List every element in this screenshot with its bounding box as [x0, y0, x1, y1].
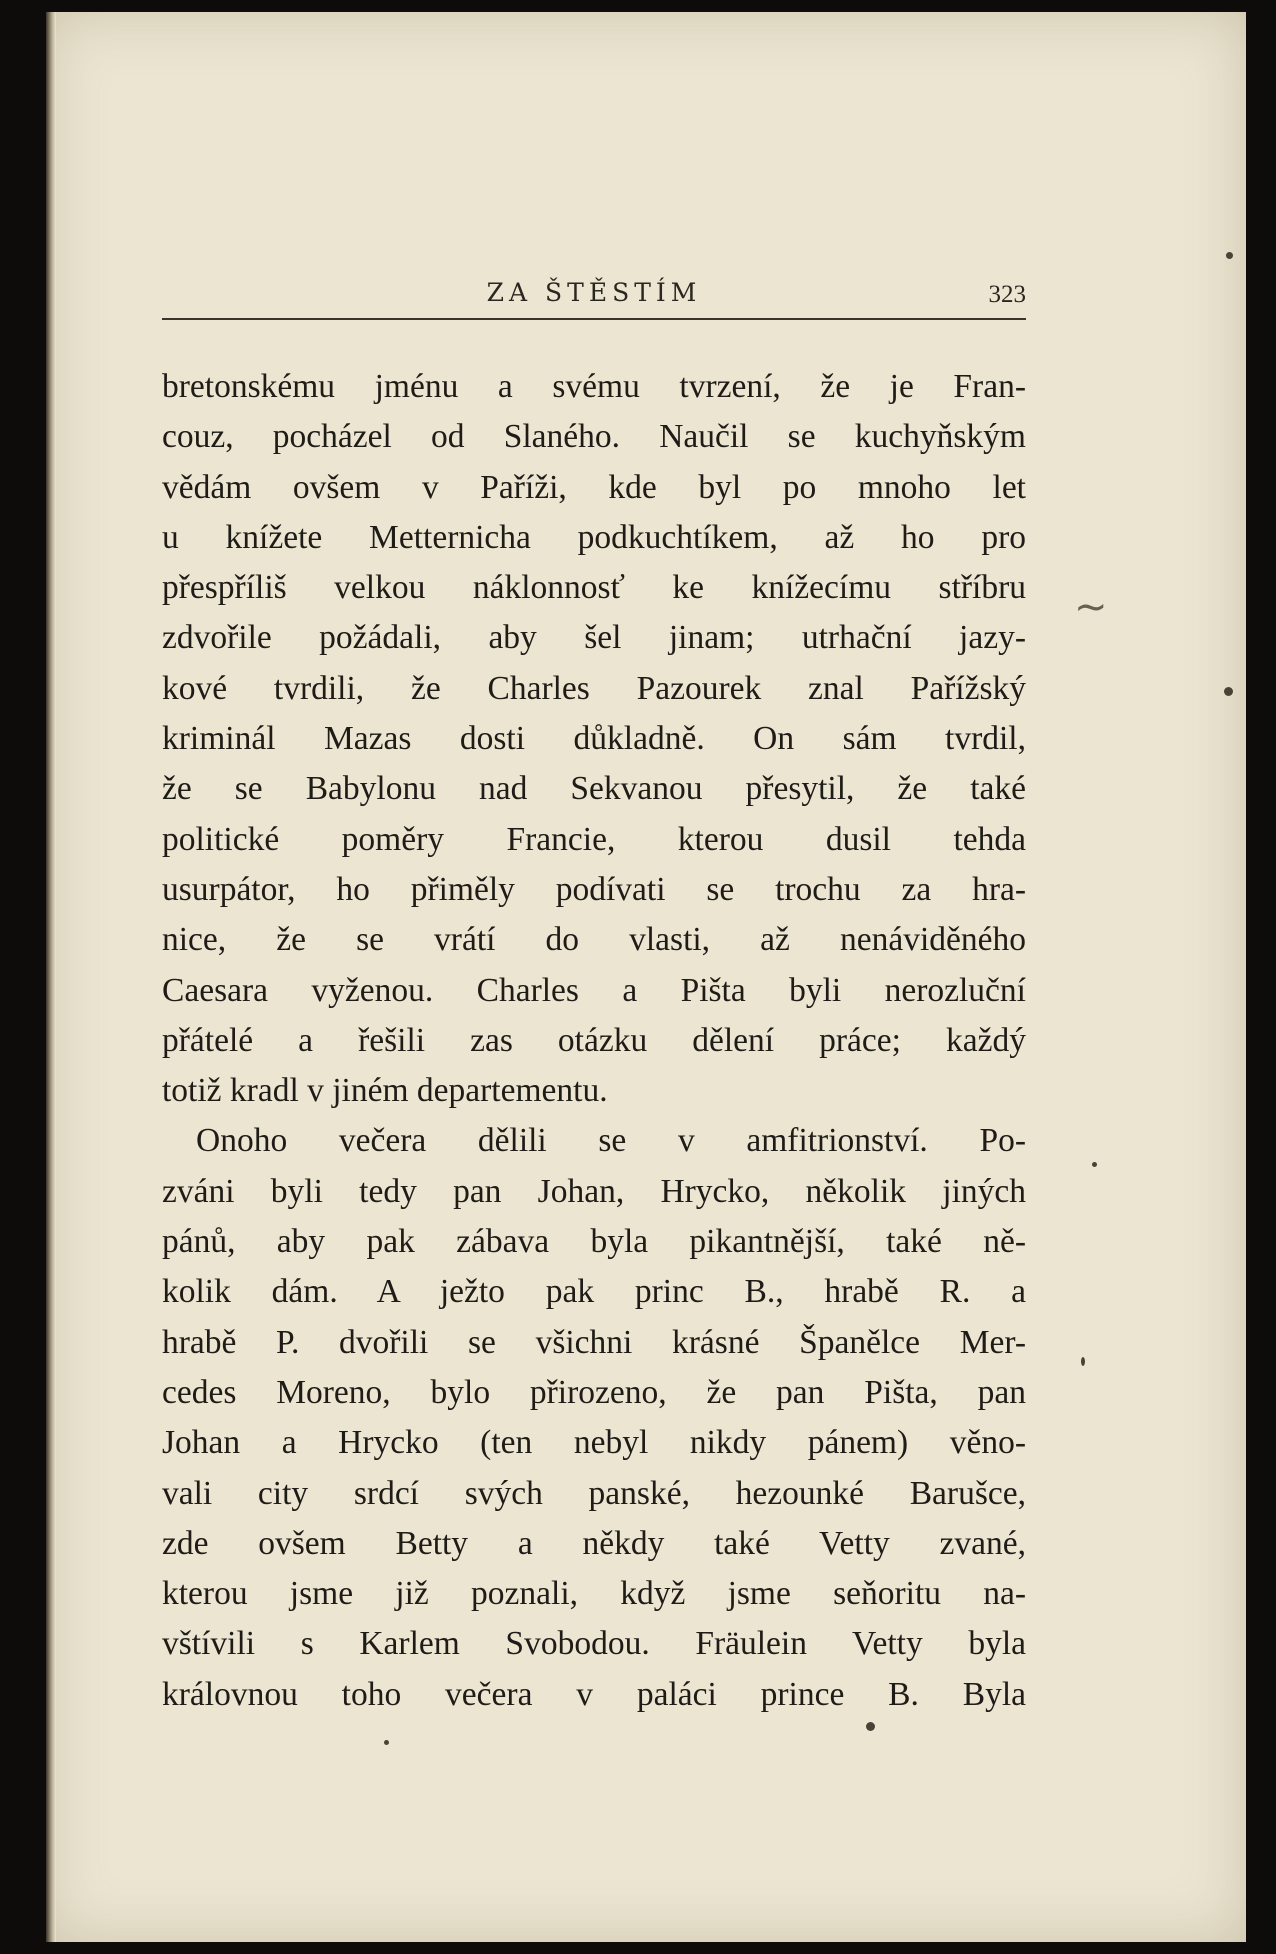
paper-speck: [1081, 1357, 1085, 1366]
text-line: že se Babylonu nad Sekvanou přesytil, že také: [162, 770, 1026, 808]
text-line: kolik dám. A ježto pak princ B., hrabě R. a: [162, 1273, 1026, 1311]
text-line: u knížete Metternicha podkuchtíkem, až ho pro: [162, 518, 1026, 556]
book-page: [46, 12, 1246, 1942]
running-title: ZA ŠTĚSTÍM: [486, 278, 702, 307]
paper-speck: [1224, 687, 1233, 696]
text-line: zde ovšem Betty a někdy také Vetty zvané,: [162, 1524, 1026, 1562]
page-number: 323: [988, 281, 1026, 308]
paragraph: [162, 362, 1026, 1116]
text-line: Caesara vyženou. Charles a Pišta byli nerozluční: [162, 971, 1026, 1009]
text-line: nice, že se vrátí do vlasti, až nenáviděného: [162, 921, 1026, 959]
page-header: [162, 270, 1026, 320]
text-line: přespříliš velkou náklonnosť ke knížecímu stříbru: [162, 569, 1026, 607]
text-line: kriminál Mazas dosti důkladně. On sám tvrdil,: [162, 720, 1026, 758]
header-rule: [162, 318, 1026, 320]
text-line: Onoho večera dělili se v amfitrionství. Po-: [196, 1122, 1026, 1160]
body-text: [162, 362, 1026, 1720]
text-line: zváni byli tedy pan Johan, Hrycko, několik jiných: [162, 1172, 1026, 1210]
text-line: pánů, aby pak zábava byla pikantnější, také ně-: [162, 1223, 1026, 1261]
text-line: bretonskému jménu a svému tvrzení, že je Fran-: [162, 368, 1026, 405]
paper-speck: [1092, 1162, 1097, 1167]
text-line: zdvořile požádali, aby šel jinam; utrhační jazy-: [162, 619, 1026, 657]
text-line: Johan a Hrycko (ten nebyl nikdy pánem) věno-: [162, 1424, 1026, 1462]
text-line: vštívili s Karlem Svobodou. Fräulein Vetty byla: [162, 1625, 1026, 1663]
paragraph: [162, 1116, 1026, 1720]
text-line: usurpátor, ho přiměly podívati se trochu za hra-: [162, 870, 1026, 908]
paper-speck: [384, 1740, 389, 1745]
text-line: kové tvrdili, že Charles Pazourek znal Pařížský: [162, 669, 1026, 707]
text-line: cedes Moreno, bylo přirozeno, že pan Pišta, pan: [162, 1373, 1026, 1411]
page-gutter-edge: [46, 12, 56, 1942]
text-line: totiž kradl v jiném departementu.: [162, 1072, 608, 1110]
text-line: vědám ovšem v Paříži, kde byl po mnoho let: [162, 468, 1026, 506]
text-line: couz, pocházel od Slaného. Naučil se kuchyňským: [162, 418, 1026, 456]
text-line: kterou jsme již poznali, když jsme seňoritu na-: [162, 1575, 1026, 1613]
paper-speck: [1226, 252, 1233, 259]
text-line: vali city srdcí svých panské, hezounké Barušce,: [162, 1474, 1026, 1512]
margin-mark: ~: [1074, 584, 1108, 630]
paper-speck: [866, 1722, 875, 1731]
text-line: přátelé a řešili zas otázku dělení práce; každý: [162, 1021, 1026, 1059]
text-line: hrabě P. dvořili se všichni krásné Španělce Mer-: [162, 1323, 1026, 1361]
text-line: královnou toho večera v paláci prince B. Byla: [162, 1675, 1026, 1713]
text-line: politické poměry Francie, kterou dusil tehda: [162, 820, 1026, 858]
